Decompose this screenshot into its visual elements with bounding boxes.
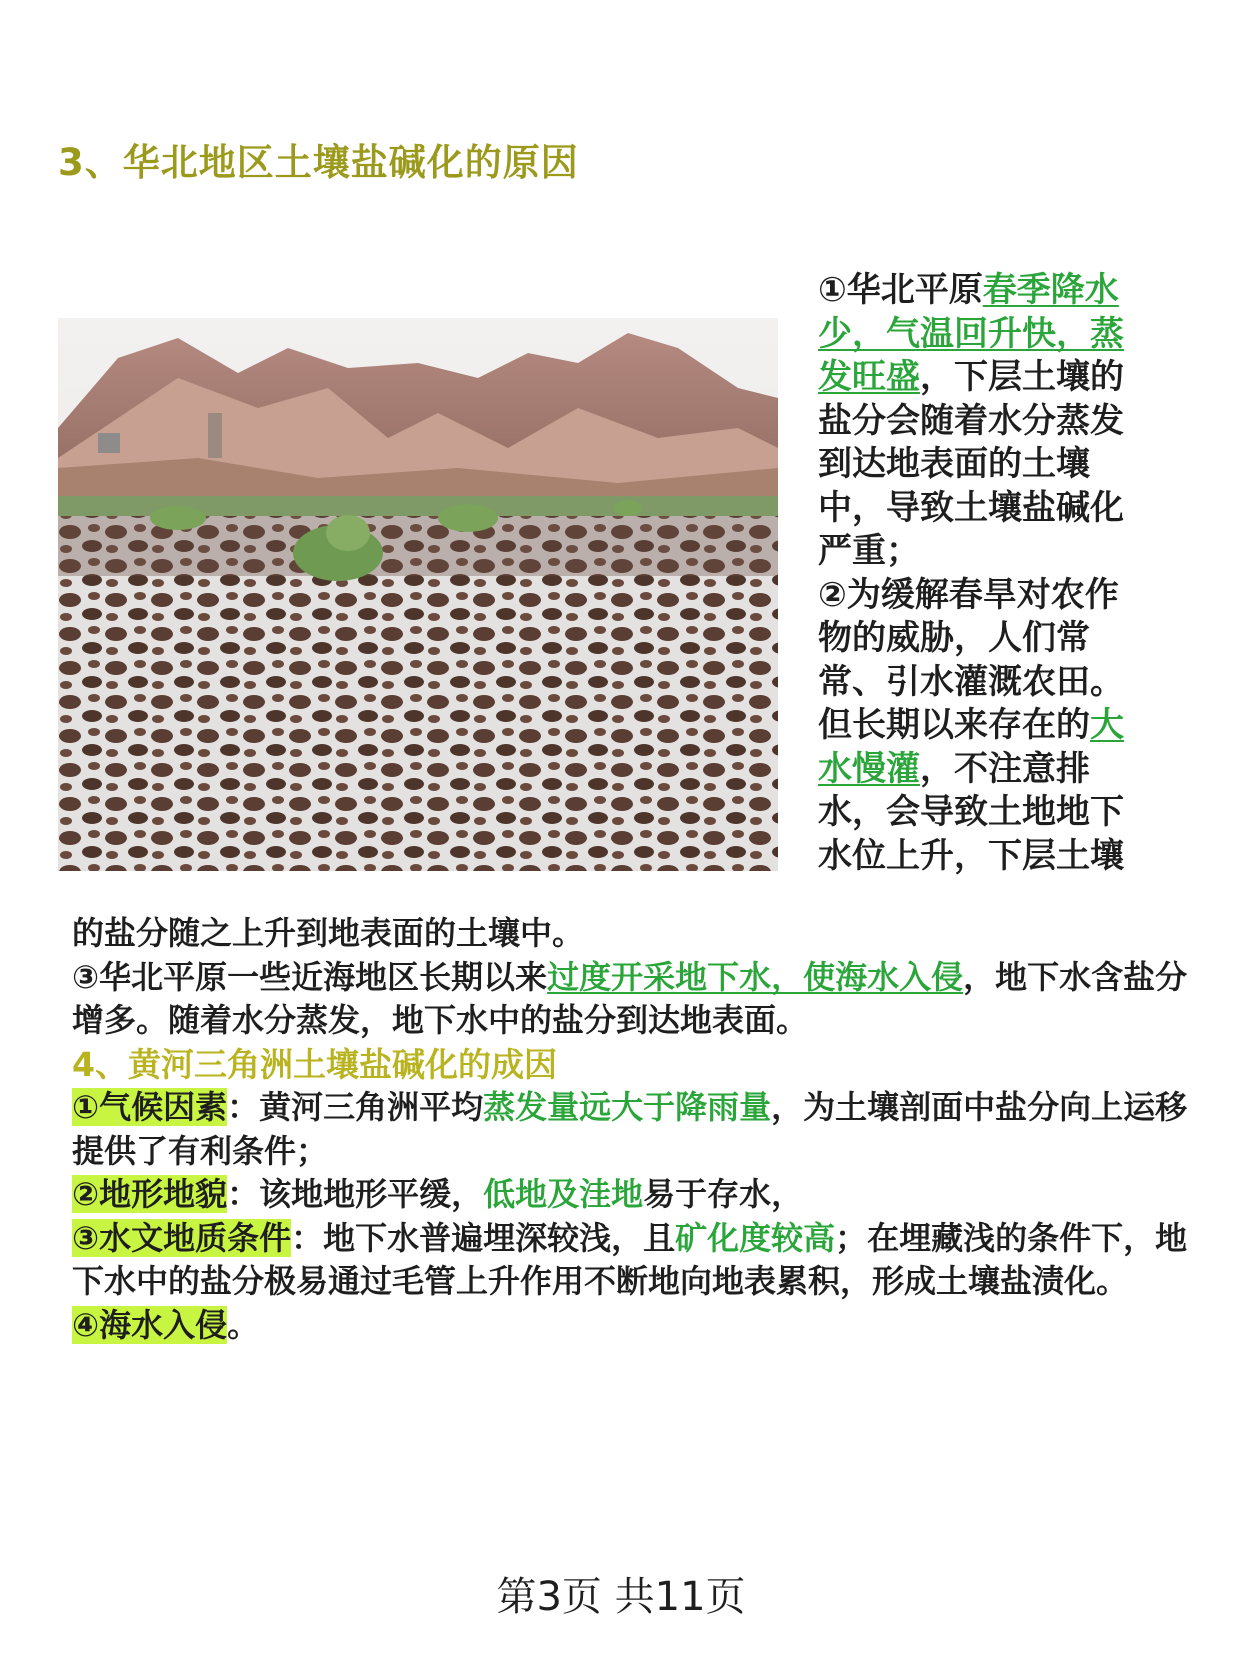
section-heading-3: 3、华北地区土壤盐碱化的原因 [58,141,579,184]
factor-1-highlight: 蒸发量远大于降雨量 [483,1088,772,1126]
main-body-text [72,912,1207,1347]
section-heading-4: 4、黄河三角洲土壤盐碱化的成因 [72,1044,557,1084]
factor-3-suffix: ；在埋藏浅的条件下，地下水中的盐分极易通过毛管上升作用不断地向地表累积，形成土壤盐渍化。 [72,1218,1188,1300]
reason-3-paragraph [72,956,1207,1043]
reason-2-suffix: ，不注意排水，会导致土地地下水位上升，下层土壤 [818,748,1124,876]
factor-2-paragraph [72,1173,1207,1217]
reason-3-prefix: ③华北平原一些近海地区长期以来 [72,957,548,996]
reason-1-suffix: ，下层土壤的盐分会随着水分蒸发到达地表面的土壤中，导致土壤盐碱化严重； [818,357,1124,571]
factor-2-suffix: 易于存水， [643,1175,804,1213]
factor-1-sep: ：黄河三角洲平均 [227,1088,484,1126]
factor-4-label: ④海水入侵 [72,1305,228,1344]
reason-3-highlight: 过度开采地下水，使海水入侵 [547,957,964,996]
reason-2-continued: 的盐分随之上升到地表面的土壤中。 [72,914,585,952]
factor-3-label: ③水文地质条件 [72,1218,292,1257]
factor-4-suffix: 。 [227,1305,260,1344]
factor-2-sep: ：该地地形平缓， [227,1175,484,1213]
reason-3-suffix: ，地下水含盐分增多。随着水分蒸发，地下水中的盐分到达地表面。 [72,957,1188,1039]
saline-soil-field-photo [58,318,778,871]
reason-1-prefix: ①华北平原 [818,270,983,310]
factor-3-highlight: 矿化度较高 [675,1218,836,1257]
factor-2-label: ②地形地貌 [72,1175,228,1213]
factor-1-suffix: ，为土壤剖面中盐分向上运移提供了有利条件； [72,1088,1188,1170]
factor-2-highlight: 低地及洼地 [483,1175,644,1213]
factor-3-paragraph [72,1217,1207,1304]
reason-1-and-2-paragraph [818,269,1148,878]
page-indicator: 第3页 共11页 [496,1574,746,1620]
reason-2-prefix: ②为缓解春旱对农作物的威胁，人们常常、引水灌溉农田。但长期以来存在的 [818,574,1124,745]
factor-3-sep: ：地下水普遍埋深较浅，且 [291,1218,676,1257]
factor-1-paragraph [72,1086,1207,1173]
factor-1-label: ①气候因素 [72,1088,228,1126]
reason-1-highlight: 春季降水少，气温回升快，蒸发旺盛 [818,270,1124,397]
reason-2-highlight: 大水慢灌 [818,705,1124,789]
factor-4-paragraph [72,1304,1207,1348]
